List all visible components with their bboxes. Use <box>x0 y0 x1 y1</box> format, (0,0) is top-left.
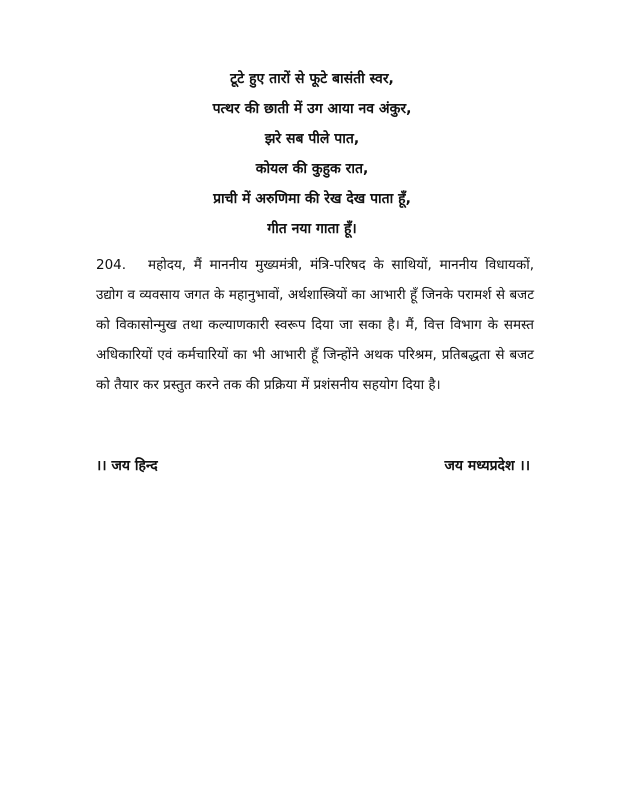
poem-line: प्राची में अरुणिमा की रेख देख पाता हूँ, <box>213 191 411 207</box>
acknowledgement-paragraph <box>96 250 534 400</box>
poem-stanza <box>0 64 624 244</box>
paragraph-text: महोदय, मैं माननीय मुख्यमंत्री, मंत्रि-परिषद के साथियों, माननीय विधायकों, उद्योग व व्यवसाय जगत के महानुभावों, अर्थशास्त्रियों का आभारी हूँ जिनके परामर्श से बजट को विकासोन्मुख तथा कल्याणकारी स्वरूप दिया जा सका है। मैं, वित्त विभाग के समस्त अधिकारियों एवं कर्मचारियों का भी आभारी हूँ जिन्होंने अथक परिश्रम, प्रतिबद्धता से बजट को तैयार कर प्रस्तुत करने तक की प्रक्रिया में प्रशंसनीय सहयोग दिया है। <box>96 257 534 393</box>
poem-line: कोयल की कुहुक रात, <box>255 161 369 177</box>
closing-jai-madhyapradesh: जय मध्यप्रदेश ।। <box>444 458 530 474</box>
closing-jai-hind: ।। जय हिन्द <box>96 458 158 474</box>
poem-line: पत्थर की छाती में उग आया नव अंकुर, <box>212 101 412 117</box>
poem-line: टूटे हुए तारों से फूटे बासंती स्वर, <box>230 71 394 87</box>
poem-line: गीत नया गाता हूँ। <box>267 221 357 237</box>
paragraph-number: 204. <box>96 257 127 273</box>
poem-line: झरे सब पीले पात, <box>264 131 360 147</box>
